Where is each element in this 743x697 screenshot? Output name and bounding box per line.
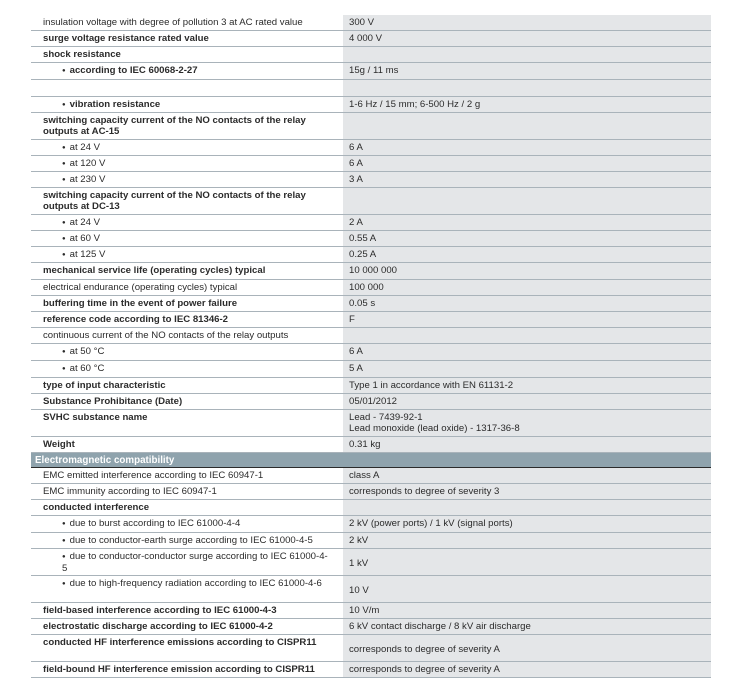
spec-row — [31, 215, 711, 231]
spec-row — [31, 437, 711, 453]
spec-label-text: EMC emitted interference according to IEC 60947-1 — [43, 470, 264, 481]
bullet-icon — [62, 518, 70, 529]
spec-label-text: continuous current of the NO contacts of the relay outputs — [43, 330, 289, 341]
spec-label — [31, 172, 337, 187]
bullet-icon — [62, 174, 70, 185]
spec-value: 10 V — [343, 576, 711, 602]
spec-value — [343, 113, 711, 139]
spec-row — [31, 188, 711, 215]
spec-row — [31, 63, 711, 80]
spec-label-text: at 24 V — [69, 142, 101, 153]
spec-value: 6 kV contact discharge / 8 kV air discharge — [343, 619, 711, 634]
bullet-icon — [62, 363, 70, 374]
spec-row — [31, 576, 711, 603]
section-header-emc: Electromagnetic compatibility — [31, 453, 711, 468]
spec-value: corresponds to degree of severity A — [343, 662, 711, 677]
spec-label-text: mechanical service life (operating cycles) typical — [43, 265, 266, 276]
bullet-icon — [62, 578, 70, 589]
spec-row — [31, 280, 711, 296]
spec-label — [31, 576, 337, 602]
spec-label-text: at 60 °C — [69, 363, 105, 374]
spec-label-text: vibration resistance — [69, 99, 161, 110]
spec-label-text: at 50 °C — [69, 346, 105, 357]
spec-row — [31, 635, 711, 662]
spec-row — [31, 500, 711, 516]
spec-value: Lead - 7439-92-1 Lead monoxide (lead oxide) - 1317-36-8 — [343, 410, 711, 436]
spec-label-text: conducted HF interference emissions according to CISPR11 — [43, 637, 317, 648]
spec-label — [31, 231, 337, 246]
bullet-icon — [62, 142, 70, 153]
bullet-icon — [62, 65, 70, 76]
spec-label — [31, 263, 337, 279]
spec-label-text: at 24 V — [69, 217, 101, 228]
spec-label-text: due to conductor-earth surge according to IEC 61000-4-5 — [69, 535, 313, 546]
spec-label-text: type of input characteristic — [43, 380, 166, 391]
spec-label-text: SVHC substance name — [43, 412, 148, 423]
spec-value — [343, 500, 711, 515]
spec-row — [31, 47, 711, 63]
spec-label — [31, 468, 337, 483]
spec-label — [31, 140, 337, 155]
spec-value — [343, 328, 711, 343]
bullet-icon — [62, 346, 70, 357]
spec-label — [31, 156, 337, 171]
spec-label — [31, 247, 337, 262]
spec-row — [31, 328, 711, 344]
spec-value: 4 000 V — [343, 31, 711, 46]
spec-value: 3 A — [343, 172, 711, 187]
bullet-icon — [62, 158, 70, 169]
spec-label-text: switching capacity current of the NO contacts of the relay outputs at DC-13 — [43, 190, 306, 212]
spec-value: 0.55 A — [343, 231, 711, 246]
spec-value: 300 V — [343, 15, 711, 30]
spec-label — [31, 603, 337, 618]
spec-label — [31, 312, 337, 327]
spec-value: 0.31 kg — [343, 437, 711, 452]
spec-label-text: insulation voltage with degree of pollution 3 at AC rated value — [43, 17, 303, 28]
spec-row — [31, 533, 711, 549]
spec-value: 2 kV — [343, 533, 711, 548]
spec-row — [31, 549, 711, 576]
spec-value: 05/01/2012 — [343, 394, 711, 409]
spec-value: F — [343, 312, 711, 327]
spec-label — [31, 97, 337, 112]
spec-label-text: due to burst according to IEC 61000-4-4 — [69, 518, 241, 529]
spec-row — [31, 603, 711, 619]
spec-row — [31, 410, 711, 437]
spec-label — [31, 215, 337, 230]
spec-label-text: at 230 V — [69, 174, 106, 185]
spec-value — [343, 47, 711, 62]
spec-label — [31, 63, 337, 79]
spec-label — [31, 410, 337, 436]
spec-row — [31, 97, 711, 113]
spec-row — [31, 113, 711, 140]
spec-value: class A — [343, 468, 711, 483]
spec-label-text: buffering time in the event of power failure — [43, 298, 238, 309]
spec-value: 5 A — [343, 361, 711, 377]
spec-label-text: shock resistance — [43, 49, 121, 60]
bullet-icon — [62, 217, 70, 228]
spec-label — [31, 484, 337, 499]
spec-value: 2 A — [343, 215, 711, 230]
spec-value: 2 kV (power ports) / 1 kV (signal ports) — [343, 516, 711, 532]
spec-row — [31, 619, 711, 635]
spec-value: 6 A — [343, 344, 711, 360]
spec-value: corresponds to degree of severity A — [343, 635, 711, 661]
spec-label-text: at 125 V — [69, 249, 106, 260]
spec-sheet — [31, 15, 711, 678]
spec-row — [31, 344, 711, 361]
bullet-icon — [62, 99, 70, 110]
spec-value: 0.25 A — [343, 247, 711, 262]
spec-value: 10 V/m — [343, 603, 711, 618]
spec-label — [31, 635, 337, 661]
spec-row — [31, 662, 711, 678]
spec-row — [31, 394, 711, 410]
spec-label — [31, 516, 337, 532]
bullet-icon — [62, 551, 70, 562]
spec-label — [31, 344, 337, 360]
spec-label — [31, 31, 337, 46]
spec-label — [31, 47, 337, 62]
spec-label-text: at 120 V — [69, 158, 106, 169]
spec-value — [343, 80, 711, 96]
spec-label — [31, 296, 337, 311]
spec-row — [31, 247, 711, 263]
spec-label — [31, 437, 337, 452]
spec-row — [31, 31, 711, 47]
spec-label-text: reference code according to IEC 81346-2 — [43, 314, 229, 325]
spec-value: 15g / 11 ms — [343, 63, 711, 79]
spec-row — [31, 156, 711, 172]
spec-label — [31, 378, 337, 393]
spec-value: 6 A — [343, 156, 711, 171]
spec-label-text: switching capacity current of the NO contacts of the relay outputs at AC-15 — [43, 115, 306, 137]
spec-row — [31, 263, 711, 280]
spec-row — [31, 516, 711, 533]
spec-row — [31, 378, 711, 394]
spec-row — [31, 140, 711, 156]
bullet-icon — [62, 249, 70, 260]
spec-row — [31, 80, 711, 97]
spec-label-text: electrical endurance (operating cycles) typical — [43, 282, 238, 293]
spec-label-text: electrostatic discharge according to IEC 61000-4-2 — [43, 621, 273, 632]
spec-label — [31, 549, 337, 575]
spec-row — [31, 172, 711, 188]
spec-label-text: at 60 V — [69, 233, 101, 244]
spec-label — [31, 361, 337, 377]
spec-row — [31, 231, 711, 247]
spec-value: 0.05 s — [343, 296, 711, 311]
spec-label — [31, 500, 337, 515]
spec-label-text: according to IEC 60068-2-27 — [69, 65, 198, 76]
spec-label — [31, 533, 337, 548]
spec-label-text: surge voltage resistance rated value — [43, 33, 209, 44]
spec-row — [31, 484, 711, 500]
spec-label — [31, 619, 337, 634]
spec-value: 10 000 000 — [343, 263, 711, 279]
spec-row — [31, 296, 711, 312]
spec-label — [31, 15, 337, 30]
specs-emc-table — [31, 468, 711, 678]
bullet-icon — [62, 233, 70, 244]
spec-label — [31, 113, 337, 139]
spec-value: 1 kV — [343, 549, 711, 575]
spec-label-text: due to conductor-conductor surge according to IEC 61000-4-5 — [62, 551, 328, 574]
spec-row — [31, 312, 711, 328]
spec-row — [31, 15, 711, 31]
spec-value: 6 A — [343, 140, 711, 155]
spec-row — [31, 468, 711, 484]
spec-label-text: Substance Prohibitance (Date) — [43, 396, 183, 407]
spec-label — [31, 662, 337, 677]
spec-row — [31, 361, 711, 378]
bullet-icon — [62, 535, 70, 546]
spec-label-text: conducted interference — [43, 502, 150, 513]
spec-label-text: Weight — [43, 439, 75, 450]
spec-label — [31, 328, 337, 343]
spec-label-text: due to high-frequency radiation according to IEC 61000-4-6 — [69, 578, 322, 589]
spec-label-text: field-bound HF interference emission according to CISPR11 — [43, 664, 315, 675]
spec-label-text: field-based interference according to IEC 61000-4-3 — [43, 605, 277, 616]
specs-general-table — [31, 15, 711, 453]
spec-label — [31, 394, 337, 409]
spec-label — [31, 80, 337, 96]
spec-value — [343, 188, 711, 214]
spec-label — [31, 188, 337, 214]
spec-label-text: EMC immunity according to IEC 60947-1 — [43, 486, 217, 497]
spec-value: corresponds to degree of severity 3 — [343, 484, 711, 499]
spec-value: 100 000 — [343, 280, 711, 295]
spec-value: Type 1 in accordance with EN 61131-2 — [343, 378, 711, 393]
spec-label — [31, 280, 337, 295]
spec-value: 1-6 Hz / 15 mm; 6-500 Hz / 2 g — [343, 97, 711, 112]
